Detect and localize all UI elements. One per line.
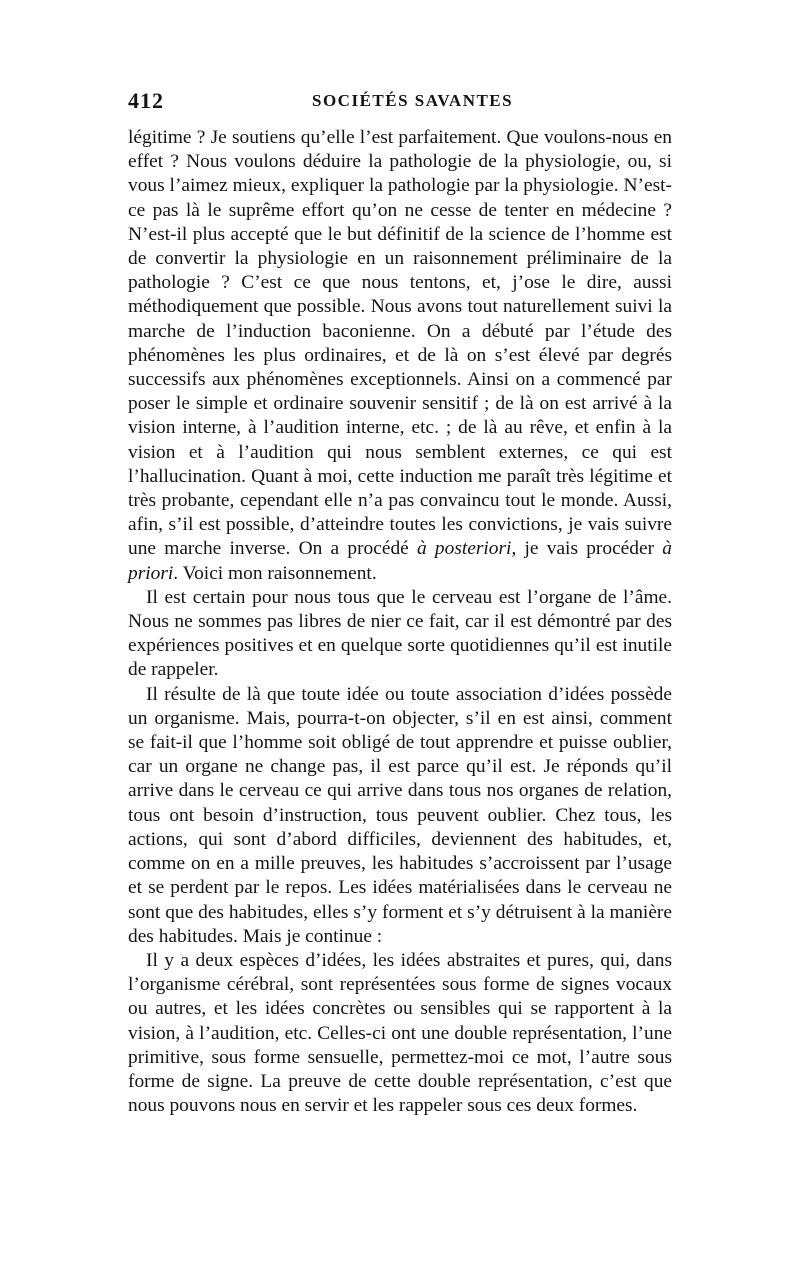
page-number: 412 <box>128 88 164 113</box>
paragraph-4: Il y a deux espèces d’idées, les idées abstraites et pures, qui, dans l’organisme cérébral, sont représentées sous forme de signes vocaux ou autres, et les idées concrètes ou sensibles qui se rapportent à la vision, à l’audition, etc. Celles-ci ont une double représentation, l’une primitive, sous forme sensuelle, permettez-moi ce mot, l’autre sous forme de signe. La preuve de cette double représentation, c’est que nous pouvons nous en servir et les rappeler sous ces deux formes. <box>128 949 672 1117</box>
body-text <box>128 126 672 1118</box>
paragraph-1-text: légitime ? Je soutiens qu’elle l’est parfaitement. Que voulons-nous en effet ? Nous voulons déduire la pathologie de la physiologie, ou, si vous l’aimez mieux, expliquer la pathologie par la physiologie. N’est-ce pas là le suprême effort qu’on ne cesse de tenter en médecine ? N’est-il plus accepté que le but définitif de la science de l’homme est de convertir la physiologie en un raisonnement préliminaire de la pathologie ? C’est ce que nous tentons, et, j’ose le dire, aussi méthodiquement que possible. Nous avons tout naturellement suivi la marche de l’induction baconienne. On a débuté par l’étude des phénomènes les plus ordinaires, et de là on s’est élevé par degrés successifs aux phénomènes exceptionnels. Ainsi on a commencé par poser le simple et ordinaire souvenir sensitif ; de là on est arrivé à la vision interne, à l’audition interne, etc. ; de là au rêve, et enfin à la vision et à l’audition qui nous semblent externes, ce qui est l’hallucination. Quant à moi, cette induction me paraît très légitime et très probante, cependant elle n’a pas convaincu tout le monde. Aussi, afin, s’il est possible, d’atteindre toutes les convictions, je vais suivre une marche inverse. On a procédé <box>128 127 672 560</box>
paragraph-2: Il est certain pour nous tous que le cerveau est l’organe de l’âme. Nous ne sommes pas libres de nier ce fait, car il est démontré par des expériences positives et en quelque sorte quotidiennes qu’il est inutile de rappeler. <box>128 586 672 681</box>
paragraph-1-end: . Voici mon raisonnement. <box>173 562 377 584</box>
italic-a-priori: à priori <box>128 538 672 584</box>
running-head: SOCIÉTÉS SAVANTES <box>312 91 514 110</box>
italic-a-posteriori: à posteriori <box>417 538 512 560</box>
paragraph-3: Il résulte de là que toute idée ou toute association d’idées possède un organisme. Mais, pourra-t-on objecter, s’il en est ainsi, comment se fait-il que l’homme soit obligé de tout apprendre et puisse oublier, car un organe ne change pas, il est parce qu’il est. Je réponds qu’il arrive dans le cerveau ce qui arrive dans tous nos organes de relation, tous ont besoin d’instruction, tous peuvent oublier. Chez tous, les actions, qui sont d’abord difficiles, deviennent des habitudes, et, comme on en a mille preuves, les habitudes s’accroissent par l’usage et se perdent par le repos. Les idées matérialisées dans le cerveau ne sont que des habitudes, elles s’y forment et s’y détruisent à la manière des habitudes. Mais je continue : <box>128 683 672 947</box>
paragraph-1-middle: , je vais procéder <box>511 538 663 560</box>
paragraph-1 <box>128 126 672 586</box>
page-header <box>128 88 674 118</box>
